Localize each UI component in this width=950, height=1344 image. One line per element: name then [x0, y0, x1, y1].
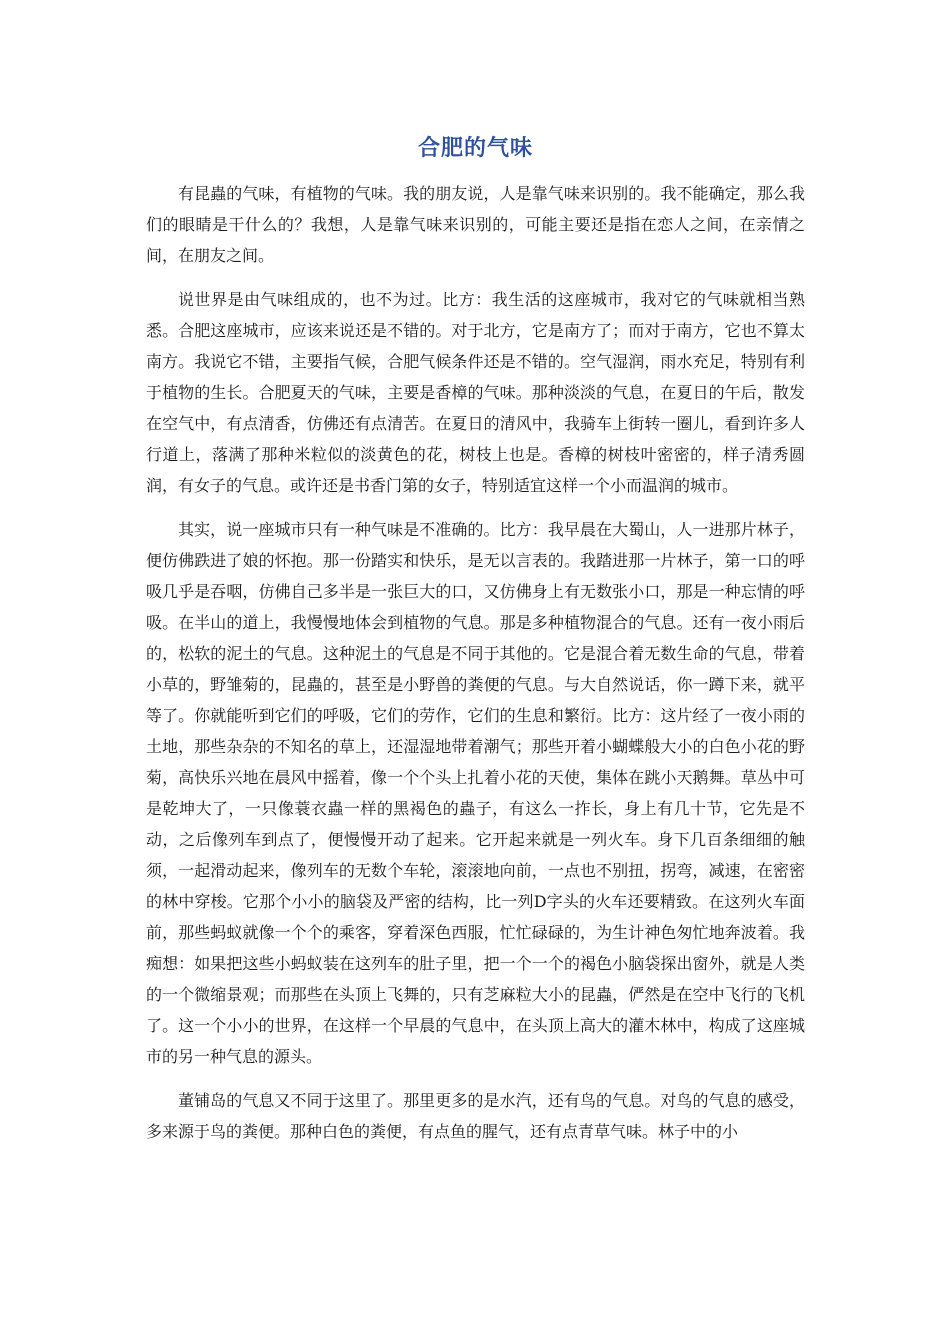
paragraph-1: 有昆蟲的气味，有植物的气味。我的朋友说，人是靠气味来识别的。我不能确定，那么我们的眼睛是干什么的？我想，人是靠气味来识别的，可能主要还是指在恋人之间，在亲情之间，在朋友之间。: [146, 184, 805, 265]
paragraph-2: 说世界是由气味组成的，也不为过。比方：我生活的这座城市，我对它的气味就相当熟悉。合肥这座城市，应该来说还是不错的。对于北方，它是南方了；而对于南方，它也不算太南方。我说它不错，主要指气候，合肥气候条件还是不错的。空气湿润，雨水充足，特别有利于植物的生长。合肥夏天的气味，主要是香樟的气味。那种淡淡的气息，在夏日的午后，散发在空气中，有点清香，仿佛还有点清苦。在夏日的清风中，我骑车上街转一圈儿，看到许多人行道上，落满了那种米粒似的淡黄色的花，树枝上也是。香樟的树枝叶密密的，样子清秀圆润，有女子的气息。或许还是书香门第的女子，特别适宜这样一个小而温润的城市。: [146, 290, 805, 495]
document-title: 合肥的气味: [417, 136, 533, 161]
paragraph-4: 董铺岛的气息又不同于这里了。那里更多的是水汽，还有鸟的气息。对鸟的气息的感受，多来源于鸟的粪便。那种白色的粪便，有点鱼的腥气，还有点青草气味。林子中的小: [146, 1091, 805, 1141]
paragraph-3: 其实，说一座城市只有一种气味是不准确的。比方：我早晨在大蜀山，人一进那片林子，便仿佛跌进了娘的怀抱。那一份踏实和快乐，是无以言表的。我踏进那一片林子，第一口的呼吸几乎是吞咽，仿佛自己多半是一张巨大的口，又仿佛身上有无数张小口，那是一种忘情的呼吸。在半山的道上，我慢慢地体会到植物的气息。那是多种植物混合的气息。还有一夜小雨后的，松软的泥土的气息。这种泥土的气息是不同于其他的。它是混合着无数生命的气息，带着小草的，野雏菊的，昆蟲的，甚至是小野兽的粪便的气息。与大自然说话，你一蹲下来，就平等了。你就能听到它们的呼吸，它们的劳作，它们的生息和繁衍。比方：这片经了一夜小雨的土地，那些杂杂的不知名的草上，还湿湿地带着潮气；那些开着小蝴蝶般大小的白色小花的野菊，高快乐兴地在晨风中摇着，像一个个头上扎着小花的天使，集体在跳小天鹅舞。草丛中可是乾坤大了，一只像蓑衣蟲一样的黑褐色的蟲子，有这么一拃长，身上有几十节，它先是不动，之后像列车到点了，便慢慢开动了起来。它开起来就是一列火车。身下几百条细细的触须，一起滑动起来，像列车的无数个车轮，滚滚地向前，一点也不别扭，拐弯，减速，在密密的林中穿梭。它那个小小的脑袋及严密的结构，比一列D字头的火车还要精致。在这列火车面前，那些蚂蚁就像一个个的乘客，穿着深色西服，忙忙碌碌的，为生计神色匆忙地奔波着。我痴想：如果把这些小蚂蚁装在这列车的肚子里，把一个一个的褐色小脑袋探出窗外，就是人类的一个微缩景观；而那些在头顶上飞舞的，只有芝麻粒大小的昆蟲，俨然是在空中飞行的飞机了。这一个小小的世界，在这样一个早晨的气息中，在头顶上高大的灌木林中，构成了这座城市的另一种气息的源头。: [146, 520, 805, 1066]
document-page: [146, 124, 805, 1160]
